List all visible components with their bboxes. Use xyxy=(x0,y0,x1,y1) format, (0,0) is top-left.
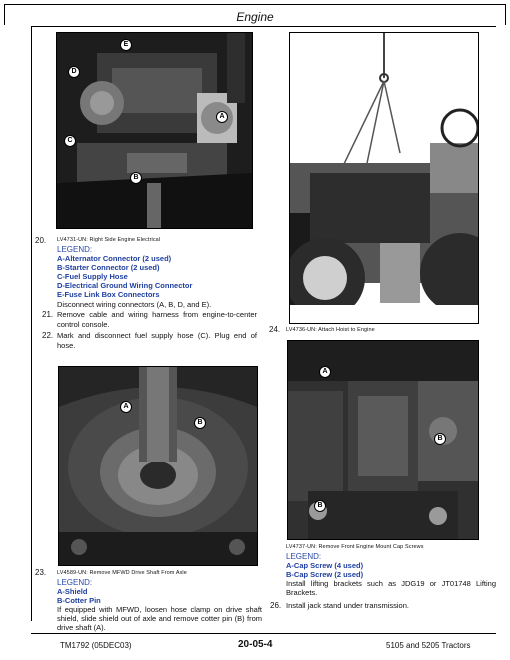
header-rule xyxy=(31,26,496,27)
figure-1-instruction: Disconnect wiring connectors (A, B, D, and E). xyxy=(57,300,212,309)
section-title: Engine xyxy=(236,10,274,24)
callout-d: D xyxy=(68,66,80,78)
callout-b: B xyxy=(314,500,326,512)
figure-4-caption: LV4737-UN: Remove Front Engine Mount Cap Screws xyxy=(286,544,424,550)
legend-item: A-Shield xyxy=(57,587,88,596)
figure-1-text xyxy=(57,236,257,309)
legend-item: A-Alternator Connector (2 used) xyxy=(57,254,172,263)
step-22-text: Mark and disconnect fuel supply hose (C). Plug end of hose. xyxy=(57,331,257,350)
step-26-text: Install jack stand under transmission. xyxy=(286,601,409,610)
figure-4-instruction: Install lifting brackets such as JDG19 or JT01748 Lifting Brackets. xyxy=(286,579,496,597)
legend-item: B-Cotter Pin xyxy=(57,596,101,605)
callout-b: B xyxy=(130,172,142,184)
footer-doc-id: TM1792 (05DEC03) xyxy=(60,641,132,650)
callout-a: A xyxy=(319,366,331,378)
step-22-number: 22. xyxy=(42,331,54,340)
callout-b: B xyxy=(434,433,446,445)
legend-item: E-Fuse Link Box Connectors xyxy=(57,290,160,299)
legend-item: B-Cap Screw (2 used) xyxy=(286,570,364,579)
step-21-number: 21. xyxy=(42,310,54,319)
footer-page-number: 20-05-4 xyxy=(238,639,273,650)
callout-a: A xyxy=(120,401,132,413)
step-23-number: 23. xyxy=(35,568,47,577)
engine-mount-photo xyxy=(287,340,479,540)
footer-rule xyxy=(31,633,496,634)
step-20-number: 20. xyxy=(35,236,47,245)
figure-2-caption: LV4736-UN: Attach Hoist to Engine xyxy=(286,327,375,333)
callout-e: E xyxy=(120,39,132,51)
callout-a: A xyxy=(216,111,228,123)
legend-item: A-Cap Screw (4 used) xyxy=(286,561,364,570)
legend-item: C-Fuel Supply Hose xyxy=(57,272,128,281)
callout-b: B xyxy=(194,417,206,429)
legend-item: B-Starter Connector (2 used) xyxy=(57,263,160,272)
figure-3-caption: LV4589-UN: Remove MFWD Drive Shaft From Axle xyxy=(57,570,187,576)
left-margin-line xyxy=(31,26,32,621)
figure-4-legend-title: LEGEND: xyxy=(286,552,322,561)
step-24-number: 24. xyxy=(269,325,281,334)
figure-3-instruction: If equipped with MFWD, loosen hose clamp on drive shaft shield, slide shield out of axle and remove cotter pin (B) from drive shaft (A). xyxy=(57,605,262,632)
figure-3-legend-title: LEGEND: xyxy=(57,578,93,587)
drive-shaft-photo xyxy=(58,366,258,566)
figure-1-legend-title: LEGEND: xyxy=(57,245,93,254)
footer-model: 5105 and 5205 Tractors xyxy=(386,641,471,650)
figure-4-text xyxy=(286,543,496,597)
figure-3-text xyxy=(57,569,262,632)
step-21-text: Remove cable and wiring harness from engine-to-center control console. xyxy=(57,310,257,329)
legend-item: D-Electrical Ground Wiring Connector xyxy=(57,281,193,290)
step-26-number: 26. xyxy=(270,601,282,610)
figure-1-caption: LV4731-UN: Right Side Engine Electrical xyxy=(57,237,161,243)
callout-c: C xyxy=(64,135,76,147)
engine-electrical-photo xyxy=(56,32,253,229)
engine-hoist-photo xyxy=(289,32,479,324)
